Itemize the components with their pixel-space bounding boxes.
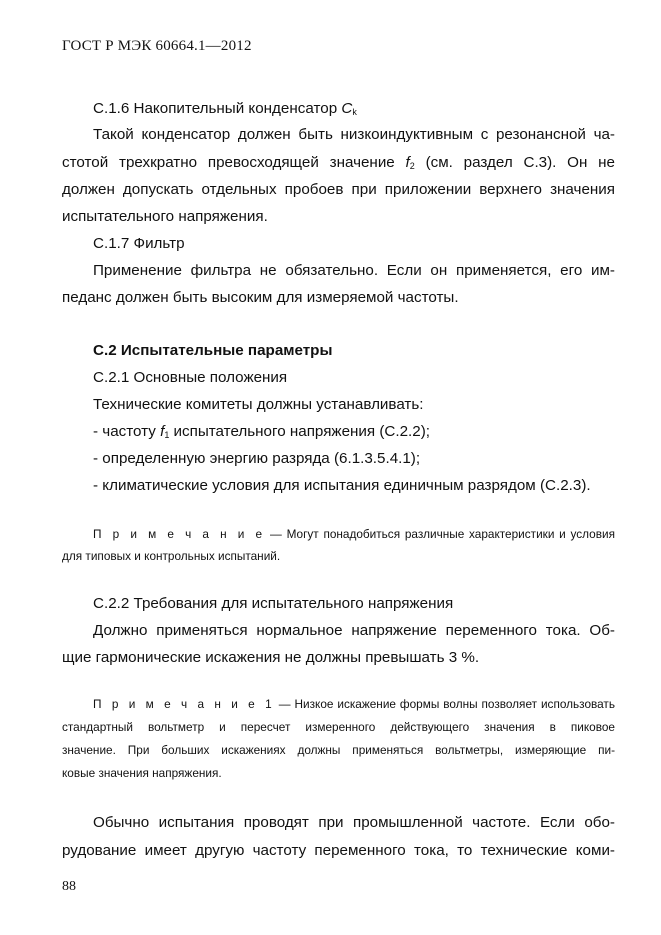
paragraph-line: Обычно испытания проводят при промышленной частоте. Если обо-	[93, 814, 615, 831]
section-c16-heading: С.1.6 Накопительный конденсатор $C_k$	[93, 100, 357, 117]
note-line: значение. При больших искажениях должны применяться вольтметры, измеряющие пи-	[62, 743, 615, 757]
paragraph-line: рудование имеет другую частоту переменного тока, то технические коми-	[62, 842, 615, 859]
paragraph-line: Такой конденсатор должен быть низкоиндуктивным с резонансной ча-	[93, 126, 615, 143]
note-line: ковые значения напряжения.	[62, 766, 222, 780]
paragraph-line: Технические комитеты должны устанавливать:	[93, 396, 424, 413]
paragraph-line: Должно применяться нормальное напряжение переменного тока. Об-	[93, 622, 615, 639]
paragraph-line: щие гармонические искажения не должны превышать 3 %.	[62, 649, 480, 666]
paragraph-line: стотой трехкратно превосходящей значение $f_2$ (см. раздел С.3). Он не	[62, 154, 615, 171]
paragraph-line: педанс должен быть высоким для измеряемой частоты.	[62, 289, 459, 306]
list-item: - климатические условия для испытания единичным разрядом (С.2.3).	[93, 477, 591, 494]
note-line: для типовых и контрольных испытаний.	[62, 549, 281, 563]
note-line: П р и м е ч а н и е 1 — Низкое искажение формы волны позволяет использовать	[93, 697, 615, 711]
page-number: 88	[62, 879, 76, 894]
note-line: П р и м е ч а н и е — Могут понадобиться различные характеристики и условия	[93, 527, 615, 541]
document-header: ГОСТ Р МЭК 60664.1—2012	[62, 38, 252, 54]
note-line: стандартный вольтметр и пересчет измеренного действующего значения в пиковое	[62, 720, 615, 734]
section-c17-heading: С.1.7 Фильтр	[93, 235, 185, 252]
list-item: - частоту $f_1$ испытательного напряжения (С.2.2);	[93, 423, 430, 440]
paragraph-line: должен допускать отдельных пробоев при приложении верхнего значения	[62, 181, 615, 198]
paragraph-line: испытательного напряжения.	[62, 208, 268, 225]
section-c21-heading: С.2.1 Основные положения	[93, 369, 288, 386]
list-item: - определенную энергию разряда (6.1.3.5.4.1);	[93, 450, 421, 467]
section-c22-heading: С.2.2 Требования для испытательного напряжения	[93, 595, 454, 612]
paragraph-line: Применение фильтра не обязательно. Если он применяется, его им-	[93, 262, 615, 279]
section-c2-heading: С.2 Испытательные параметры	[93, 342, 333, 359]
